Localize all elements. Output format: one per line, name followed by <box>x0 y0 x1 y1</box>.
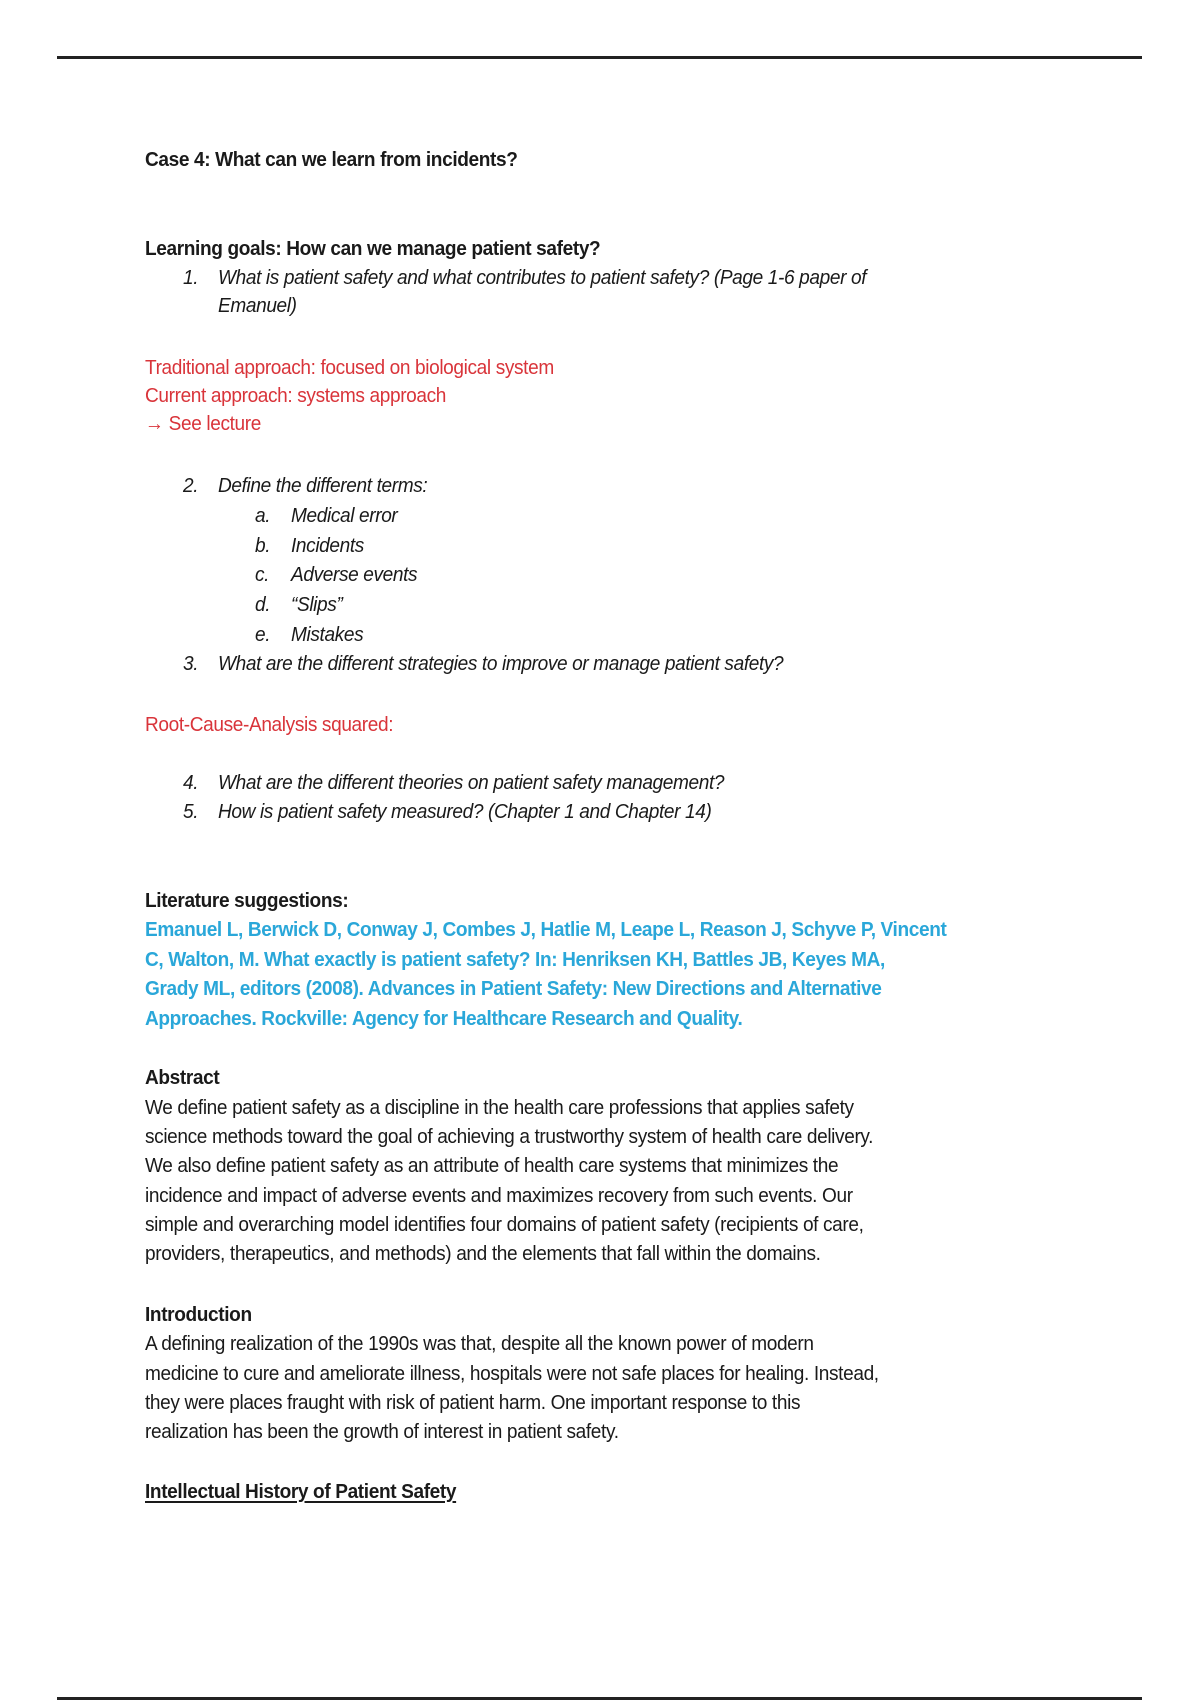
question-number: 5. <box>183 800 199 823</box>
literature-heading: Literature suggestions: <box>145 889 349 912</box>
paragraph-line: simple and overarching model identifies four domains of patient safety (recipients of care, <box>145 1213 864 1236</box>
question-text: Define the different terms: <box>218 474 428 497</box>
introduction-heading: Introduction <box>145 1303 252 1326</box>
paragraph-line: incidence and impact of adverse events and maximizes recovery from such events. Our <box>145 1184 853 1207</box>
note-see-lecture: → See lecture <box>145 412 261 435</box>
note-current-approach: Current approach: systems approach <box>145 384 447 407</box>
reference-line: Grady ML, editors (2008). Advances in Patient Safety: New Directions and Alternative <box>145 977 882 1000</box>
term-adverse-events: Adverse events <box>291 563 418 586</box>
question-text: How is patient safety measured? (Chapter 1 and Chapter 14) <box>218 800 712 823</box>
paragraph-line: medicine to cure and ameliorate illness, hospitals were not safe places for healing. Instead, <box>145 1362 879 1385</box>
paragraph-line: they were places fraught with risk of patient harm. One important response to this <box>145 1391 801 1414</box>
question-text: What are the different theories on patient safety management? <box>218 771 725 794</box>
term-slips: “Slips” <box>291 593 343 616</box>
paragraph-line: We define patient safety as a discipline in the health care professions that applies safety <box>145 1096 854 1119</box>
term-mistakes: Mistakes <box>291 623 364 646</box>
paragraph-line: We also define patient safety as an attribute of health care systems that minimizes the <box>145 1154 839 1177</box>
paragraph-line: realization has been the growth of interest in patient safety. <box>145 1420 619 1443</box>
header-rule <box>57 56 1142 59</box>
term-letter: a. <box>255 504 271 527</box>
reference-line: Emanuel L, Berwick D, Conway J, Combes J, Hatlie M, Leape L, Reason J, Schyve P, Vincent <box>145 918 947 941</box>
section-heading-intellectual-history: Intellectual History of Patient Safety <box>145 1480 457 1503</box>
term-letter: b. <box>255 534 271 557</box>
abstract-heading: Abstract <box>145 1066 220 1089</box>
document-title: Case 4: What can we learn from incidents? <box>145 148 518 171</box>
term-medical-error: Medical error <box>291 504 398 527</box>
question-text: What are the different strategies to improve or manage patient safety? <box>218 652 784 675</box>
reference-line: Approaches. Rockville: Agency for Healthcare Research and Quality. <box>145 1007 743 1030</box>
paragraph-line: science methods toward the goal of achieving a trustworthy system of health care delivery. <box>145 1125 874 1148</box>
reference-line: C, Walton, M. What exactly is patient safety? In: Henriksen KH, Battles JB, Keyes MA, <box>145 948 885 971</box>
question-number: 1. <box>183 266 199 289</box>
question-number: 4. <box>183 771 199 794</box>
learning-goals-heading: Learning goals: How can we manage patient safety? <box>145 237 601 260</box>
question-text: What is patient safety and what contributes to patient safety? (Page 1-6 paper of <box>218 266 867 289</box>
term-incidents: Incidents <box>291 534 364 557</box>
term-letter: e. <box>255 623 271 646</box>
question-text-continued: Emanuel) <box>218 294 297 317</box>
question-number: 3. <box>183 652 199 675</box>
note-root-cause-analysis: Root-Cause-Analysis squared: <box>145 713 394 736</box>
paragraph-line: providers, therapeutics, and methods) and the elements that fall within the domains. <box>145 1242 821 1265</box>
note-traditional-approach: Traditional approach: focused on biological system <box>145 356 554 379</box>
paragraph-line: A defining realization of the 1990s was that, despite all the known power of modern <box>145 1332 814 1355</box>
question-number: 2. <box>183 474 199 497</box>
term-letter: c. <box>255 563 270 586</box>
term-letter: d. <box>255 593 271 616</box>
